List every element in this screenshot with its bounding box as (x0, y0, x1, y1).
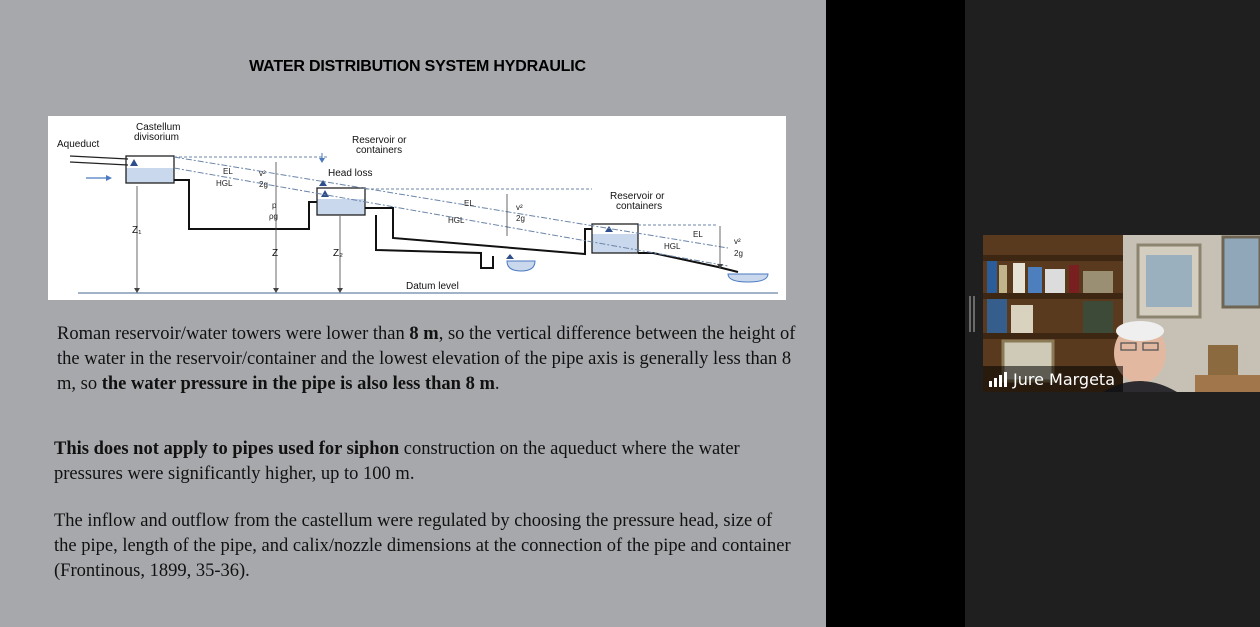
castellum-label-2: divisorium (134, 132, 180, 143)
castellum-label-1: Castellum (136, 122, 181, 133)
participant-name: Jure Margeta (1013, 369, 1115, 389)
reservoir-2-label-1: Reservoir or (610, 191, 665, 202)
svg-text:p: p (272, 201, 277, 210)
hydraulic-diagram (48, 116, 786, 300)
svg-text:EL: EL (693, 230, 703, 239)
screen-share-gap (826, 0, 965, 627)
aqueduct-label: Aqueduct (57, 139, 100, 150)
svg-text:v²: v² (734, 237, 741, 246)
svg-text:2g: 2g (516, 214, 525, 223)
svg-text:HGL: HGL (664, 242, 681, 251)
head-loss-label: Head loss (328, 168, 373, 179)
slide-title: WATER DISTRIBUTION SYSTEM HYDRAULIC (249, 58, 586, 75)
reservoir-2-label-2: containers (616, 201, 663, 212)
signal-strength-icon (989, 371, 1007, 387)
svg-text:2g: 2g (734, 249, 743, 258)
svg-text:2g: 2g (259, 180, 268, 189)
svg-text:Z₂: Z₂ (333, 248, 343, 259)
svg-text:HGL: HGL (448, 216, 465, 225)
svg-text:HGL: HGL (216, 179, 233, 188)
participant-name-bar (983, 366, 1123, 392)
svg-text:Z: Z (272, 248, 279, 259)
paragraph-inflow-outflow: The inflow and outflow from the castellum were regulated by choosing the pressure head, size of the pipe, length of the pipe, and calix/nozzle dimensions at the connection of the pipe and container (Frontinous, 1899, 35-36). (54, 511, 791, 581)
datum-label: Datum level (406, 281, 459, 292)
svg-text:Z₁: Z₁ (132, 225, 142, 236)
svg-text:ρg: ρg (269, 212, 278, 221)
paragraph-reservoir-height: Roman reservoir/water towers were lower than 8 m, so the vertical difference between the height of the water in the reservoir/container and the lowest elevation of the pipe axis is generally less than 8 m, so the water pressure in the pipe is also less than 8 m. (57, 324, 796, 394)
reservoir-1-label-2: containers (356, 145, 403, 156)
resize-handle[interactable] (969, 296, 977, 332)
paragraph-siphon: This does not apply to pipes used for siphon construction on the aqueduct where the water pressures were significantly higher, up to 100 m. (54, 439, 740, 484)
svg-text:v²: v² (516, 203, 523, 212)
reservoir-1-label-1: Reservoir or (352, 135, 407, 146)
svg-text:EL: EL (464, 199, 474, 208)
svg-text:v²: v² (259, 169, 266, 178)
svg-text:EL: EL (223, 167, 233, 176)
